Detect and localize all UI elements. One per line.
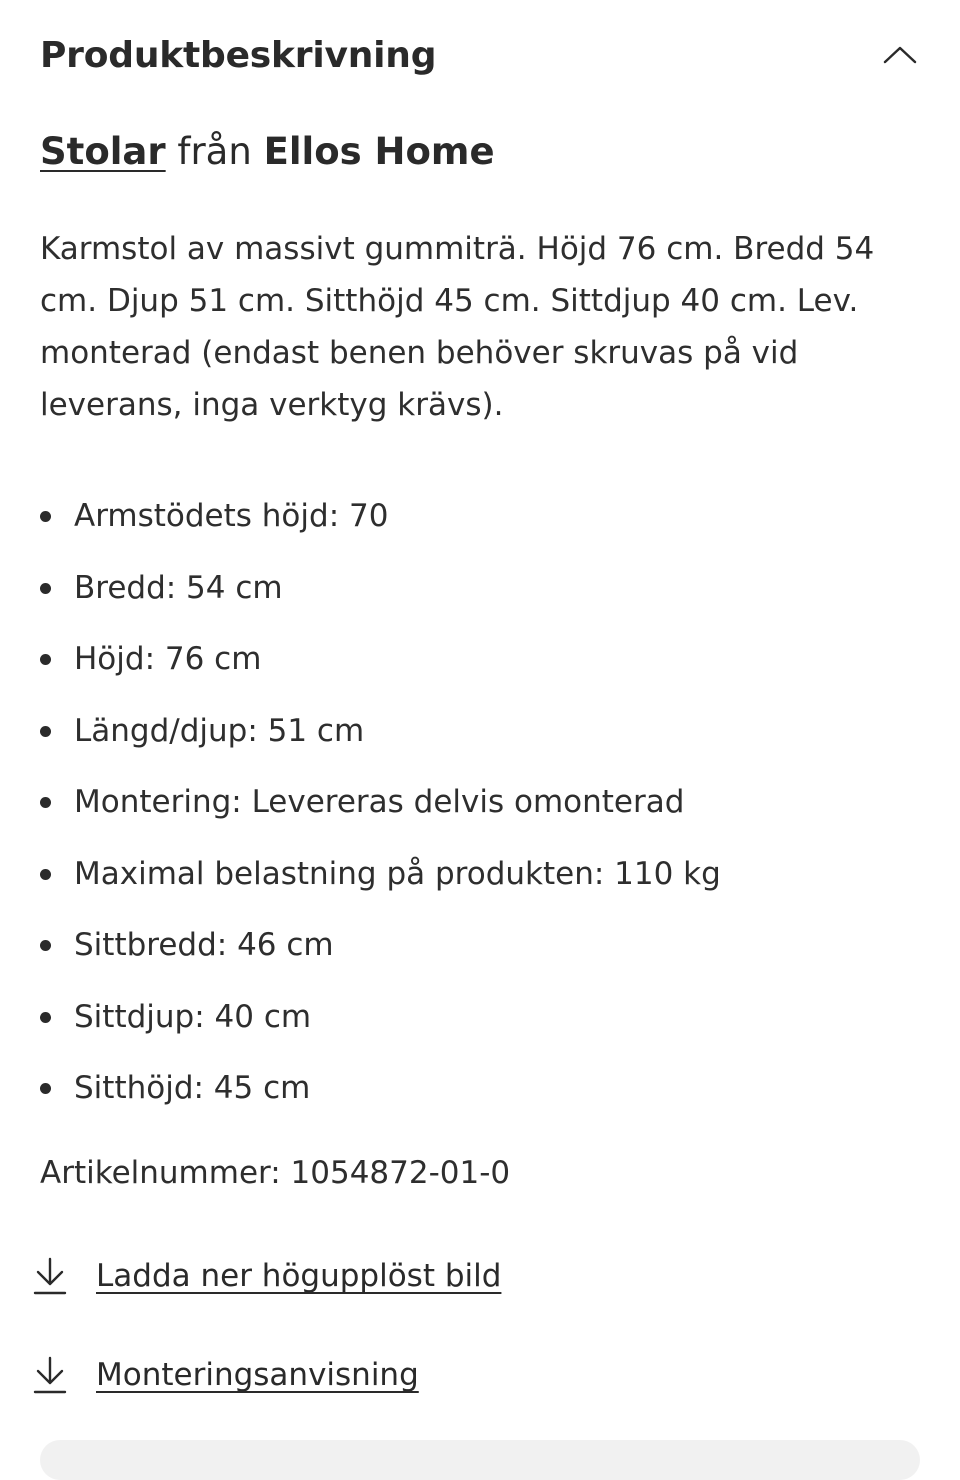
spec-text: Höjd: 76 cm <box>74 641 262 677</box>
category-link[interactable]: Stolar <box>40 130 166 173</box>
brand-line <box>40 130 495 173</box>
spec-item <box>40 559 721 631</box>
bullet-icon <box>40 583 51 594</box>
brand-name: Ellos Home <box>263 130 495 173</box>
chevron-up-icon[interactable] <box>880 40 920 70</box>
spec-text: Montering: Levereras delvis omonterad <box>74 784 685 820</box>
spec-item <box>40 988 721 1060</box>
spec-item <box>40 1059 721 1131</box>
bullet-icon <box>40 797 51 808</box>
spec-item <box>40 916 721 988</box>
accordion-title: Produktbeskrivning <box>40 34 437 76</box>
brand-connector: från <box>177 130 252 173</box>
spec-text: Längd/djup: 51 cm <box>74 712 365 749</box>
next-section-card <box>40 1440 920 1480</box>
spec-text: Bredd: 54 cm <box>74 569 283 606</box>
spec-item <box>40 487 721 559</box>
spec-text: Maximal belastning på produkten: 110 kg <box>74 855 721 892</box>
product-description: Karmstol av massivt gummiträ. Höjd 76 cm. Bredd 54 cm. Djup 51 cm. Sitthöjd 45 cm. Sittdjup 40 cm. Lev. monterad (endast benen behöver skruvas på vid leverans, inga verktyg krävs). <box>40 231 875 423</box>
accordion-header[interactable] <box>40 30 920 80</box>
download-high-res-image-link[interactable] <box>30 1251 501 1301</box>
assembly-instructions-link[interactable] <box>30 1350 419 1400</box>
spec-list <box>40 487 721 1131</box>
download-icon <box>30 1254 70 1298</box>
download-link-label[interactable]: Monteringsanvisning <box>96 1357 419 1393</box>
spec-text: Sitthöjd: 45 cm <box>74 1070 311 1106</box>
spec-text: Armstödets höjd: 70 <box>74 498 389 534</box>
article-number-label: Artikelnummer: <box>40 1155 281 1191</box>
download-icon <box>30 1353 70 1397</box>
bullet-icon <box>40 869 51 880</box>
bullet-icon <box>40 654 51 665</box>
spec-item <box>40 845 721 917</box>
bullet-icon <box>40 940 51 951</box>
spec-item <box>40 630 721 702</box>
spec-text: Sittdjup: 40 cm <box>74 998 312 1035</box>
bullet-icon <box>40 1012 51 1023</box>
bullet-icon <box>40 511 51 522</box>
bullet-icon <box>40 726 51 737</box>
spec-item <box>40 773 721 845</box>
bullet-icon <box>40 1083 51 1094</box>
article-number-value: 1054872-01-0 <box>290 1155 511 1191</box>
spec-text: Sittbredd: 46 cm <box>74 927 334 963</box>
article-number <box>40 1155 510 1191</box>
spec-item <box>40 702 721 774</box>
download-link-label[interactable]: Ladda ner högupplöst bild <box>96 1258 502 1294</box>
